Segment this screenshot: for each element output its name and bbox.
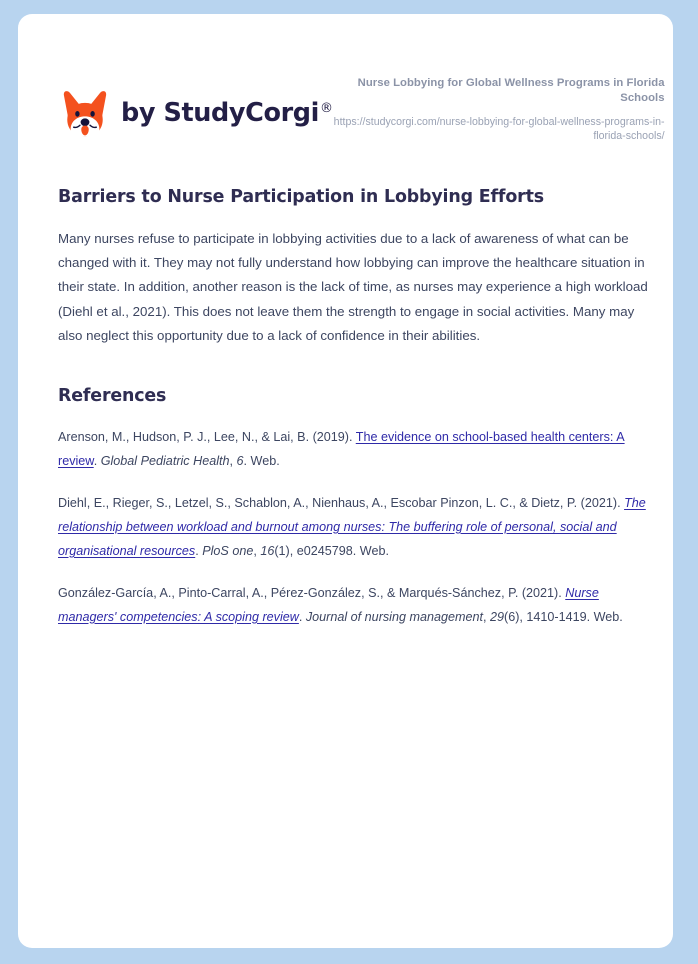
document-title: Nurse Lobbying for Global Wellness Programs in Florida Schools (357, 77, 665, 104)
reference-tail: (1), e0245798. Web. (274, 544, 389, 559)
brand-label-text: by StudyCorgi (121, 98, 319, 128)
corgi-head-icon (58, 86, 112, 140)
body-paragraph: Many nurses refuse to participate in lobbying activities due to a lack of awareness of what can be changed with it. They may not fully understand how lobbying can improve the healthcare situation in their state. In addition, another reason is the lack of time, as nurses may experience a high workload (Diehl et al., 2021). This does not leave them the strength to engage in social activities. Many may also neglect this opportunity due to a lack of confidence in their abilities. (58, 231, 648, 343)
reference-authors: Arenson, M., Hudson, P. J., Lee, N., & Lai, B. (2019). (58, 430, 356, 445)
reference-volume-sep: , (483, 610, 490, 625)
header-meta (333, 72, 665, 143)
brand-label (121, 98, 333, 128)
reference-punct: . (298, 610, 306, 625)
reference-tail: (6), 1410-1419. Web. (504, 610, 623, 625)
page-title: Barriers to Nurse Participation in Lobbying Efforts (58, 187, 544, 207)
reference-item (58, 491, 648, 563)
reference-volume-sep: , (229, 454, 237, 469)
reference-item (58, 425, 648, 473)
reference-link[interactable]: Nurse managers' competencies: A scoping review (58, 586, 599, 625)
reference-journal: PloS one (202, 544, 254, 559)
reference-volume: 29 (490, 610, 505, 625)
document-url[interactable]: https://studycorgi.com/nurse-lobbying-for-global-wellness-programs-in-florida-schools/ (333, 116, 665, 142)
reference-journal: Global Pediatric Health (100, 454, 230, 469)
reference-item (58, 581, 648, 629)
reference-link[interactable]: The evidence on school-based health centers: A review (58, 430, 625, 469)
reference-volume: 6 (236, 454, 244, 469)
registered-trademark-icon: ® (319, 100, 333, 116)
reference-authors: Diehl, E., Rieger, S., Letzel, S., Schablon, A., Nienhaus, A., Escobar Pinzon, L. C., & Dietz, P. (2021). (58, 496, 625, 511)
reference-punct: . (195, 544, 203, 559)
document-inner (58, 58, 665, 629)
reference-link[interactable]: The relationship between workload and burnout among nurses: The buffering role of personal, social and organisational resources (58, 496, 646, 559)
document-content (58, 187, 648, 629)
reference-volume: 16 (260, 544, 275, 559)
reference-punct: . (93, 454, 101, 469)
reference-volume-sep: , (253, 544, 261, 559)
brand-logo[interactable] (58, 72, 333, 140)
reference-authors: González-García, A., Pinto-Carral, A., Pérez-González, S., & Marqués-Sánchez, P. (2021). (58, 586, 566, 601)
document-page (18, 14, 673, 948)
document-header (58, 58, 665, 143)
reference-tail: . Web. (243, 454, 280, 469)
references-list (58, 425, 648, 629)
references-heading: References (58, 386, 167, 407)
reference-journal: Journal of nursing management (305, 610, 483, 625)
